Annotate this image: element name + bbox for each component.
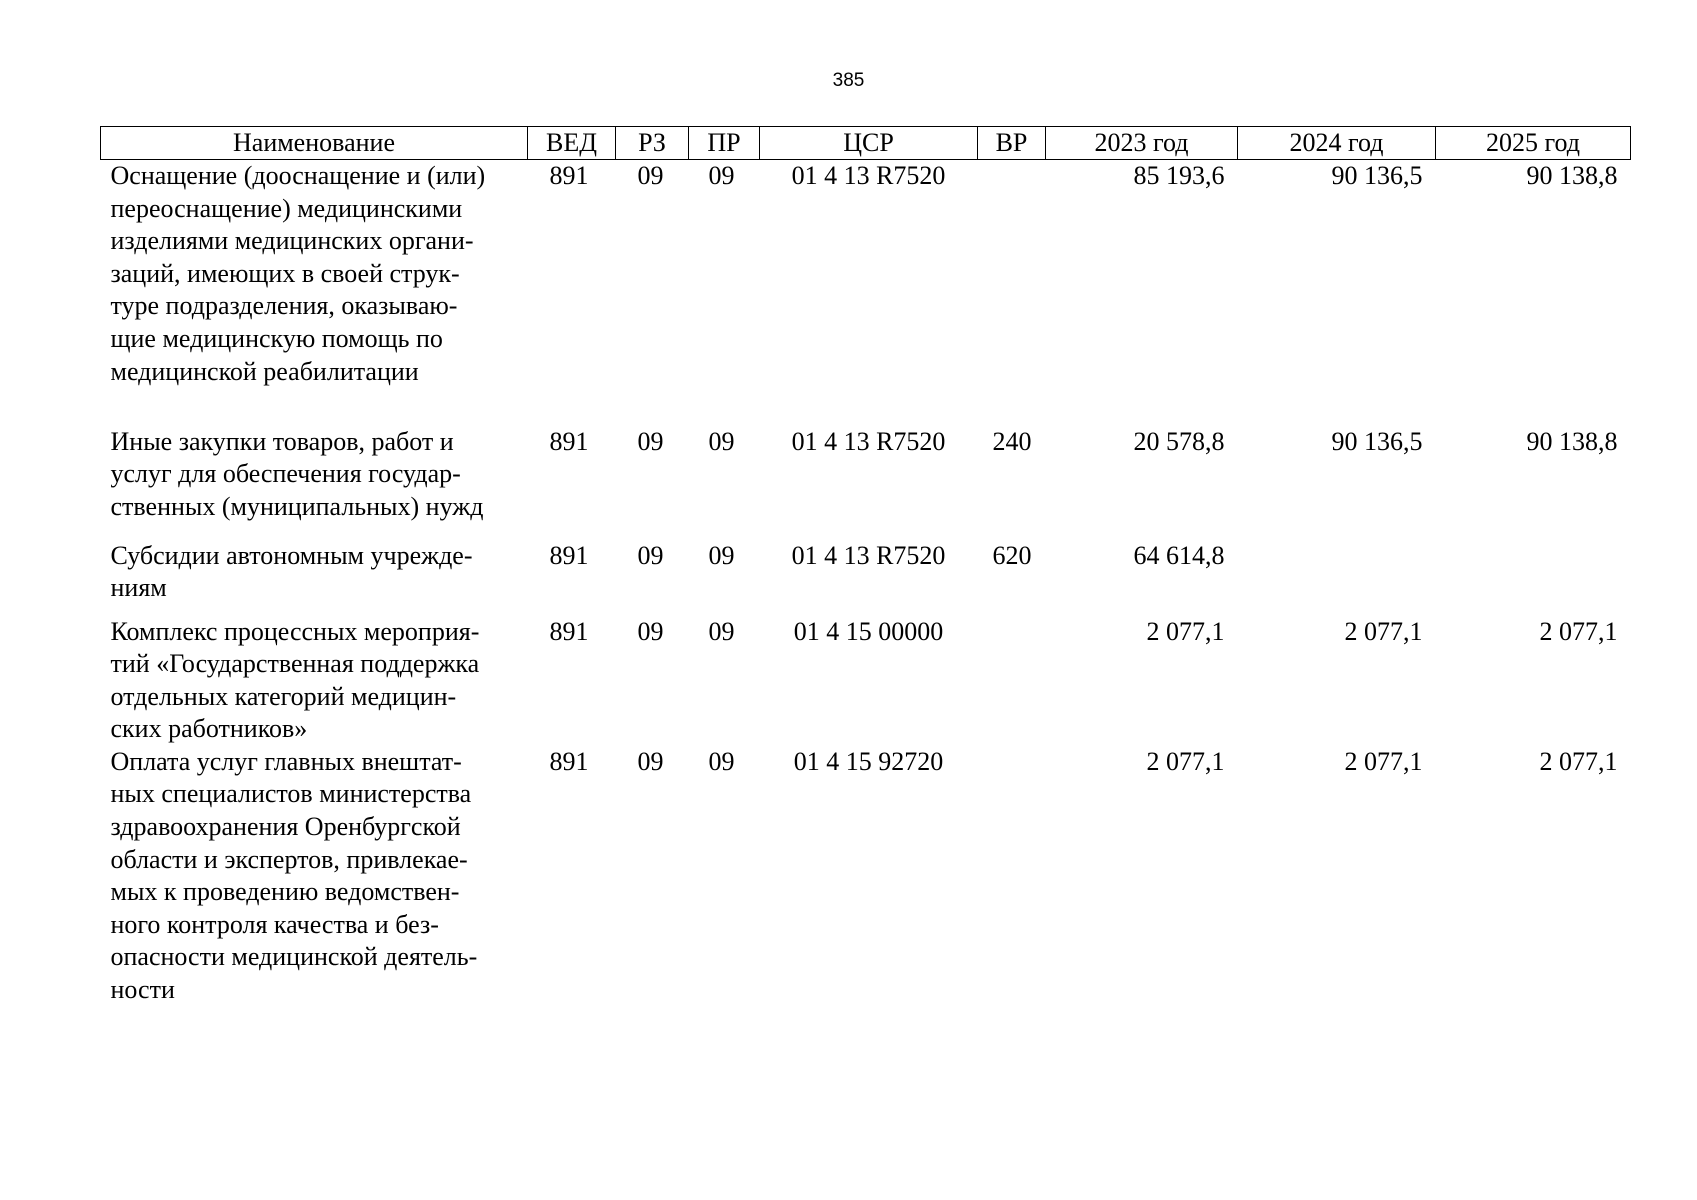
cell-rz: 09 xyxy=(637,540,664,570)
table-row xyxy=(101,426,1631,540)
cell-2024: 2 077,1 xyxy=(1344,616,1423,646)
header-rz: РЗ xyxy=(616,127,689,160)
name-line: Оплата услуг главных внештат- xyxy=(110,746,462,776)
name-line: заций, имеющих в своей струк- xyxy=(110,258,460,288)
cell-2024: 90 136,5 xyxy=(1331,161,1423,190)
cell-vr xyxy=(978,616,1046,746)
name-line: ного контроля качества и без- xyxy=(110,909,439,939)
cell-rz: 09 xyxy=(637,426,664,456)
cell-2023: 2 077,1 xyxy=(1146,616,1225,646)
cell-rz: 09 xyxy=(637,616,664,646)
name-line: здравоохранения Оренбургской xyxy=(110,812,461,842)
cell-2025: 2 077,1 xyxy=(1539,746,1618,776)
header-ved: ВЕД xyxy=(528,127,616,160)
name-line: опасности медицинской деятель- xyxy=(110,942,478,972)
name-line: изделиями медицинских органи- xyxy=(110,226,474,256)
cell-2024: 2 077,1 xyxy=(1344,746,1423,776)
table-row xyxy=(101,160,1631,426)
cell-pr: 09 xyxy=(708,540,735,570)
cell-2023: 64 614,8 xyxy=(1133,540,1225,570)
row-name xyxy=(101,746,528,1008)
cell-vr: 620 xyxy=(992,540,1032,570)
cell-ved: 891 xyxy=(549,426,589,456)
header-vr: ВР xyxy=(978,127,1046,160)
budget-table xyxy=(100,126,1631,1008)
name-line: щие медицинскую помощь по xyxy=(110,323,443,353)
cell-2025: 2 077,1 xyxy=(1539,616,1618,646)
name-line: туре подразделения, оказываю- xyxy=(110,291,458,321)
cell-vr xyxy=(978,746,1046,1008)
name-line: ских работников» xyxy=(110,714,308,744)
cell-2023: 85 193,6 xyxy=(1133,161,1225,190)
row-name xyxy=(101,160,528,426)
header-pr: ПР xyxy=(689,127,760,160)
header-2023: 2023 год xyxy=(1046,127,1238,160)
cell-vr: 240 xyxy=(992,426,1032,456)
cell-rz: 09 xyxy=(637,746,664,776)
cell-2025: 90 138,8 xyxy=(1526,161,1618,190)
name-line: мых к проведению ведомствен- xyxy=(110,877,460,907)
table-row xyxy=(101,540,1631,616)
cell-csr: 01 4 15 00000 xyxy=(793,616,944,646)
cell-pr: 09 xyxy=(708,426,735,456)
cell-2023: 2 077,1 xyxy=(1146,746,1225,776)
name-line: Комплекс процессных мероприя- xyxy=(110,616,480,646)
page-number: 385 xyxy=(832,70,865,91)
name-line: ниям xyxy=(110,573,167,603)
cell-2024 xyxy=(1238,540,1436,616)
cell-ved: 891 xyxy=(549,540,589,570)
name-line: тий «Государственная поддержка xyxy=(110,649,480,679)
cell-2025 xyxy=(1436,540,1631,616)
name-line: ных специалистов министерства xyxy=(110,779,472,809)
name-line: ственных (муниципальных) нужд xyxy=(110,491,484,521)
cell-ved: 891 xyxy=(549,746,589,776)
cell-rz: 09 xyxy=(637,161,664,190)
cell-csr: 01 4 13 R7520 xyxy=(791,540,946,570)
header-2024: 2024 год xyxy=(1238,127,1436,160)
cell-pr: 09 xyxy=(708,746,735,776)
cell-csr: 01 4 15 92720 xyxy=(793,746,944,776)
table-header-row xyxy=(101,127,1631,160)
name-line: услуг для обеспечения государ- xyxy=(110,459,461,489)
cell-csr: 01 4 13 R7520 xyxy=(791,426,946,456)
header-csr: ЦСР xyxy=(760,127,978,160)
name-line: Оснащение (дооснащение и (или) xyxy=(110,161,486,190)
row-name xyxy=(101,426,528,540)
cell-ved: 891 xyxy=(549,616,589,646)
name-line: Субсидии автономным учрежде- xyxy=(110,540,473,570)
table-row xyxy=(101,746,1631,1008)
cell-pr: 09 xyxy=(708,161,735,190)
name-line: отдельных категорий медицин- xyxy=(110,681,457,711)
cell-2023: 20 578,8 xyxy=(1133,426,1225,456)
cell-ved: 891 xyxy=(549,161,589,190)
name-line: ности xyxy=(110,975,175,1005)
table-row xyxy=(101,616,1631,746)
cell-pr: 09 xyxy=(708,616,735,646)
name-line: области и экспертов, привлекае- xyxy=(110,844,468,874)
row-name xyxy=(101,616,528,746)
name-line: медицинской реабилитации xyxy=(110,356,419,386)
name-line: Иные закупки товаров, работ и xyxy=(110,426,454,456)
cell-vr xyxy=(978,160,1046,426)
row-name xyxy=(101,540,528,616)
header-name: Наименование xyxy=(101,127,528,160)
name-line: переоснащение) медицинскими xyxy=(110,193,463,223)
cell-2025: 90 138,8 xyxy=(1526,426,1618,456)
cell-csr: 01 4 13 R7520 xyxy=(791,161,946,190)
cell-2024: 90 136,5 xyxy=(1331,426,1423,456)
header-2025: 2025 год xyxy=(1436,127,1631,160)
